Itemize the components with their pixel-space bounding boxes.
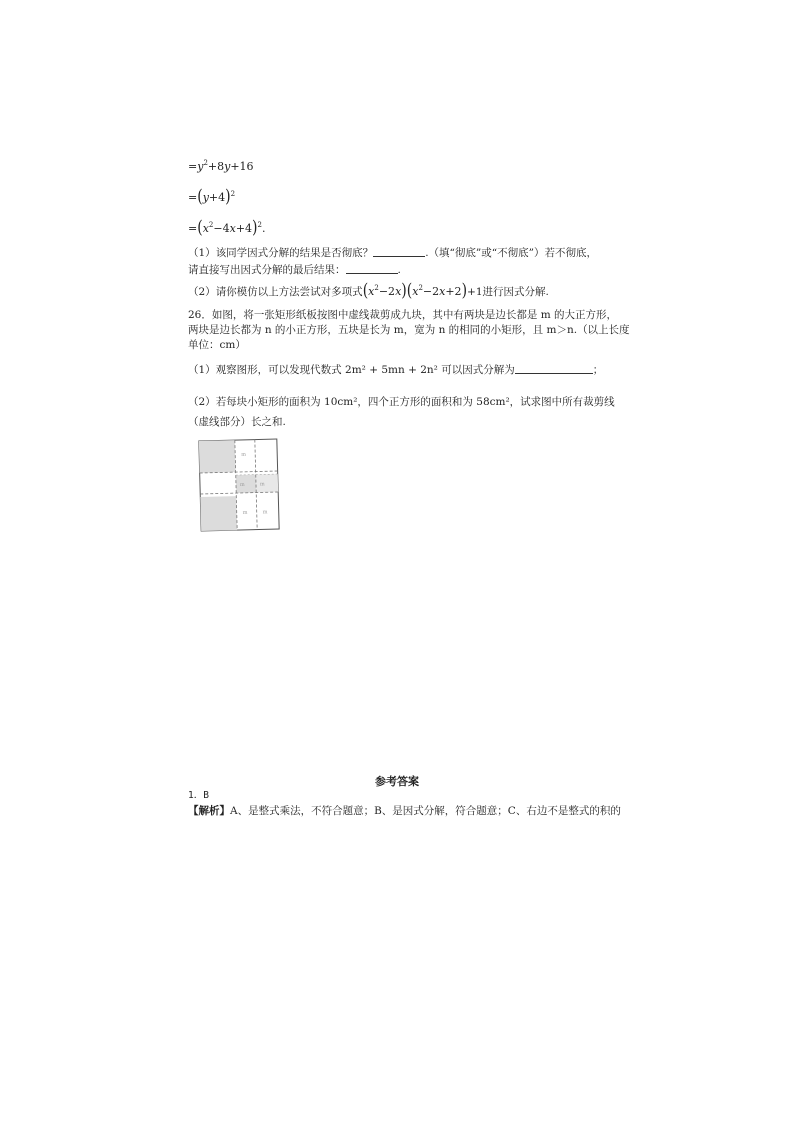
small-square-center: [236, 475, 256, 494]
answer-item-1: 1．B: [188, 790, 209, 801]
q25-part1-line1: （1）该同学因式分解的结果是否彻底？ .（填“彻底”或“不彻底”）若不彻底，: [188, 247, 597, 259]
answer-blank[interactable]: [346, 263, 398, 274]
figure-label-1: m: [241, 451, 247, 458]
answers-title: 参考答案: [375, 775, 419, 788]
q25-part1-line2: 请直接写出因式分解的最后结果： .: [188, 264, 401, 276]
math-line-1: $=y^2+8y+16$: [188, 159, 254, 173]
cutting-diagram: [196, 436, 282, 534]
equals-sign: =: [188, 160, 198, 173]
q26-text-line2: 两块是边长都为 n 的小正方形，五块是长为 m，宽为 n 的相同的小矩形，且 m＞n.（以上长度: [188, 324, 630, 336]
figure-label-3: m: [259, 481, 265, 488]
math-line-2: $=(y+4)^2$: [188, 187, 236, 207]
figure-label-4: m: [242, 509, 248, 516]
equals-sign: =: [188, 222, 198, 235]
answer-blank[interactable]: [373, 246, 425, 257]
q26-text-line3: 单位：cm）: [188, 339, 246, 351]
q26-part2-line1: （2）若每块小矩形的面积为 10cm²，四个正方形的面积和为 58cm²，试求图中所有裁剪线: [188, 396, 615, 408]
equals-sign: =: [188, 191, 198, 204]
figure-label-5: m: [262, 509, 268, 516]
math-line-3: $=(x^2-4x+4)^2$.: [188, 218, 266, 238]
analysis-tag: 【解析】: [188, 805, 230, 817]
figure-label-2: m: [239, 481, 245, 488]
q26-part2-line2: （虚线部分）长之和.: [188, 416, 286, 428]
answer-analysis: 【解析】A、是整式乘法，不符合题意；B、是因式分解，符合题意；C、右边不是整式的积的: [188, 805, 621, 817]
q26-part1: （1）观察图形，可以发现代数式 2m² + 5mn + 2n² 可以因式分解为 ；: [188, 364, 604, 376]
large-square-top: [199, 440, 236, 473]
q25-part2: （2）请你模仿以上方法尝试对多项式$(x^2-2x)(x^2-2x+2)+1$进行因式分解.: [188, 281, 549, 301]
q26-text-line1: 26．如图，将一张矩形纸板按图中虚线裁剪成九块，其中有两块是边长都是 m 的大正方形，: [188, 309, 618, 321]
large-square-bottom: [200, 496, 237, 531]
answer-blank[interactable]: [515, 363, 593, 374]
